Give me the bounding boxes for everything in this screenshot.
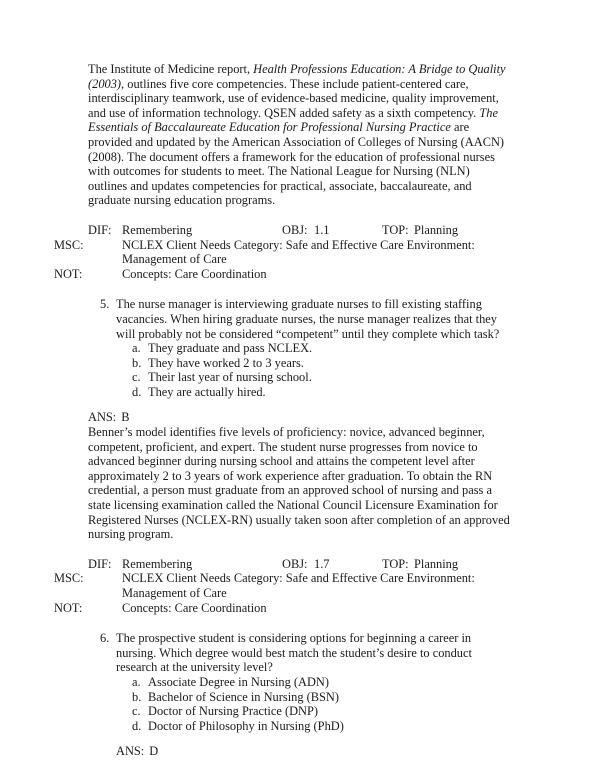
question-5-rationale: Benner’s model identifies five levels of proficiency: novice, advanced beginner, competent, proficient, and expert. The student nurse progresses from novice to advanced beginner during nursing school and attains the competent level after approximately 2 to 3 years of work experience after graduation. To obtain the RN credential, a person must graduate from an approved school of nursing and pass a state licensing examination called the National Council Licensure Examination for Registered Nurses (NCLEX-RN) usually taken soon after completion of an approved nursing program. bbox=[88, 425, 510, 542]
option-d-text: Doctor of Philosophy in Nursing (PhD) bbox=[148, 718, 344, 733]
option-b-text: They have worked 2 to 3 years. bbox=[148, 355, 304, 370]
option-d-letter: d. bbox=[132, 384, 142, 399]
option-b-letter: b. bbox=[132, 355, 142, 370]
dif-value: Remembering bbox=[122, 222, 193, 237]
question-6-stem: The prospective student is considering options for beginning a career in nursing. Which degree would best match the student’s desire to conduct research at the university level? bbox=[116, 631, 472, 675]
option-d-text: They are actually hired. bbox=[148, 384, 266, 399]
option-d-letter: d. bbox=[132, 718, 142, 733]
msc-label: MSC: bbox=[54, 571, 84, 586]
intro-seg-3-title: The Essentials of Baccalaureate Education for Professional Nursing Practice bbox=[88, 105, 498, 135]
option-a[interactable] bbox=[116, 341, 512, 356]
obj-value: 1.1 bbox=[314, 222, 330, 237]
not-label: NOT: bbox=[54, 600, 83, 615]
dif-value: Remembering bbox=[122, 556, 193, 571]
not-value: Concepts: Care Coordination bbox=[122, 266, 267, 281]
question-5-answer-label: ANS: bbox=[88, 410, 117, 425]
metadata-block-1 bbox=[54, 222, 512, 281]
top-field bbox=[382, 223, 458, 238]
msc-value: NCLEX Client Needs Category: Safe and Effective Care Environment: Management of Care bbox=[122, 237, 475, 267]
obj-label: OBJ: bbox=[282, 222, 308, 237]
metadata-row-msc bbox=[54, 237, 512, 267]
msc-label: MSC: bbox=[54, 237, 84, 252]
metadata-row-not bbox=[54, 266, 512, 282]
question-5-answer bbox=[88, 410, 512, 425]
question-6-answer bbox=[88, 744, 512, 759]
obj-field bbox=[282, 223, 330, 238]
not-value: Concepts: Care Coordination bbox=[122, 600, 267, 615]
question-5 bbox=[88, 297, 512, 341]
option-c-text: Their last year of nursing school. bbox=[148, 370, 312, 385]
top-field bbox=[382, 557, 458, 572]
intro-seg-0: The Institute of Medicine report, bbox=[88, 62, 254, 76]
question-6-number: 6. bbox=[100, 631, 110, 646]
option-b[interactable] bbox=[116, 356, 512, 371]
spacer bbox=[88, 615, 512, 631]
option-c[interactable] bbox=[116, 370, 512, 385]
metadata-block-2 bbox=[54, 556, 512, 615]
dif-field bbox=[88, 557, 192, 572]
spacer bbox=[88, 281, 512, 297]
dif-label: DIF: bbox=[88, 556, 112, 571]
top-label: TOP: bbox=[382, 222, 409, 237]
option-c-text: Doctor of Nursing Practice (DNP) bbox=[148, 704, 318, 719]
option-c-letter: c. bbox=[132, 704, 141, 719]
obj-field bbox=[282, 557, 330, 572]
spacer bbox=[88, 208, 512, 223]
intro-seg-1-title: Health Professions Education: A Bridge to Quality (2003) bbox=[88, 62, 506, 91]
option-a-text: They graduate and pass NCLEX. bbox=[148, 341, 313, 356]
dif-field bbox=[88, 223, 192, 238]
obj-label: OBJ: bbox=[282, 556, 308, 571]
option-d[interactable] bbox=[116, 385, 512, 400]
option-b[interactable] bbox=[116, 690, 512, 705]
spacer bbox=[88, 542, 512, 557]
intro-seg-4: are provided and updated by the American Association of Colleges of Nursing (AACN) (2008). The document offers a framework for the education of professional nurses with outcomes for students to meet. The National League for Nursing (NLN) outlines and updates competencies for practical, associate, baccalaureate, and graduate nursing education programs. bbox=[88, 120, 505, 208]
option-c[interactable] bbox=[116, 704, 512, 719]
top-value: Planning bbox=[414, 222, 459, 237]
option-d[interactable] bbox=[116, 719, 512, 734]
option-a-letter: a. bbox=[132, 341, 141, 356]
question-6-answer-label: ANS: bbox=[116, 744, 145, 759]
question-6 bbox=[88, 631, 512, 675]
question-5-options bbox=[88, 341, 512, 399]
top-value: Planning bbox=[414, 556, 459, 571]
metadata-row-not bbox=[54, 600, 512, 616]
question-5-stem: The nurse manager is interviewing graduate nurses to fill existing staffing vacancies. When hiring graduate nurses, the nurse manager realizes that they will probably not be considered “competent” until they complete which task? bbox=[116, 297, 500, 341]
option-b-text: Bachelor of Science in Nursing (BSN) bbox=[148, 689, 339, 704]
obj-value: 1.7 bbox=[314, 556, 330, 571]
metadata-row-dif-obj-top bbox=[88, 557, 512, 572]
option-c-letter: c. bbox=[132, 370, 141, 385]
msc-value: NCLEX Client Needs Category: Safe and Effective Care Environment: Management of Care bbox=[122, 571, 475, 600]
option-a-letter: a. bbox=[132, 674, 141, 689]
option-a-text: Associate Degree in Nursing (ADN) bbox=[148, 674, 329, 689]
page-content bbox=[54, 62, 512, 759]
option-a[interactable] bbox=[116, 675, 512, 690]
metadata-row-msc bbox=[54, 571, 512, 600]
spacer bbox=[88, 399, 512, 410]
intro-rationale-paragraph bbox=[88, 62, 512, 208]
not-label: NOT: bbox=[54, 266, 83, 281]
top-label: TOP: bbox=[382, 556, 409, 571]
dif-label: DIF: bbox=[88, 222, 112, 237]
spacer bbox=[88, 733, 512, 744]
metadata-row-dif-obj-top bbox=[88, 223, 512, 238]
option-b-letter: b. bbox=[132, 689, 142, 704]
intro-seg-2: , outlines five core competencies. These include patient-centered care, interdisciplinary teamwork, use of evidence-based medicine, quality improvement, and use of information technology. QSEN added safety as a sixth competency. bbox=[88, 76, 499, 120]
question-5-answer-value: B bbox=[121, 410, 130, 425]
question-6-options bbox=[88, 675, 512, 733]
question-5-number: 5. bbox=[100, 297, 110, 312]
question-6-answer-value: D bbox=[149, 744, 159, 759]
